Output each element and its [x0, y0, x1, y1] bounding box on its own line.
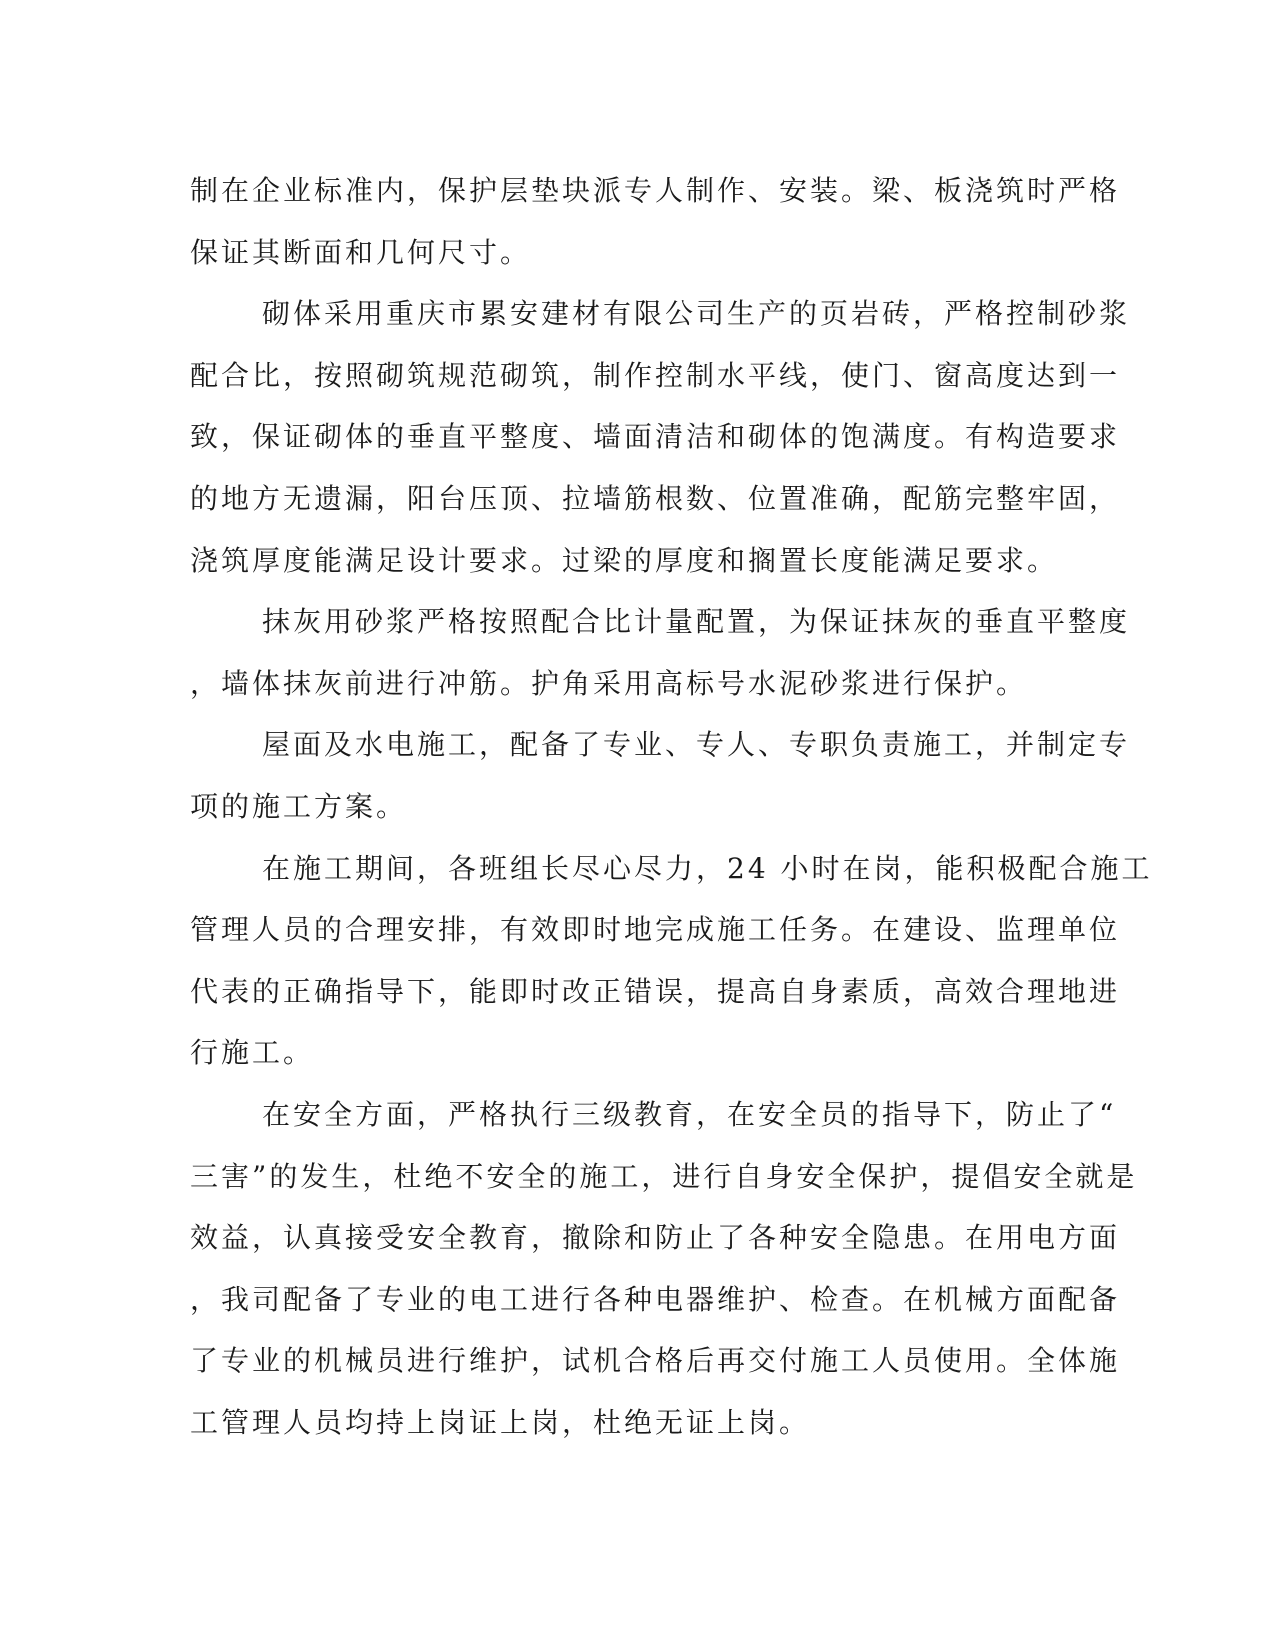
body-text [190, 160, 1153, 1453]
text-line: 效益，认真接受安全教育，撤除和防止了各种安全隐患。在用电方面 [190, 1221, 1121, 1255]
text-line: 管理人员的合理安排，有效即时地完成施工任务。在建设、监理单位 [190, 913, 1121, 947]
text-line: 抹灰用砂浆严格按照配合比计量配置，为保证抹灰的垂直平整度 [262, 605, 1131, 639]
text-line: ，墙体抹灰前进行冲筋。护角采用高标号水泥砂浆进行保护。 [190, 666, 1028, 700]
text-line: ，我司配备了专业的电工进行各种电器维护、检查。在机械方面配备 [190, 1282, 1121, 1316]
text-line: 浇筑厚度能满足设计要求。过梁的厚度和搁置长度能满足要求。 [190, 543, 1059, 577]
text-line: 三害”的发生，杜绝不安全的施工，进行自身安全保护，提倡安全就是 [190, 1159, 1138, 1193]
text-line: 屋面及水电施工，配备了专业、专人、专职负责施工，并制定专 [262, 728, 1131, 762]
text-line: 项的施工方案。 [190, 789, 408, 823]
text-line: 工管理人员均持上岗证上岗，杜绝无证上岗。 [190, 1405, 811, 1439]
text-line: 的地方无遗漏，阳台压顶、拉墙筋根数、位置准确，配筋完整牢固， [190, 481, 1121, 515]
text-line: 行施工。 [190, 1036, 315, 1070]
text-line: 保证其断面和几何尺寸。 [190, 235, 532, 269]
text-line: 代表的正确指导下，能即时改正错误，提高自身素质，高效合理地进 [190, 974, 1121, 1008]
text-line: 了专业的机械员进行维护，试机合格后再交付施工人员使用。全体施 [190, 1344, 1121, 1378]
text-line: 制在企业标准内，保护层垫块派专人制作、安装。梁、板浇筑时严格 [190, 174, 1121, 207]
text-line: 在施工期间，各班组长尽心尽力，24 小时在岗，能积极配合施工 [262, 851, 1153, 885]
text-line: 配合比，按照砌筑规范砌筑，制作控制水平线，使门、窗高度达到一 [190, 358, 1121, 392]
text-line: 砌体采用重庆市累安建材有限公司生产的页岩砖，严格控制砂浆 [262, 297, 1131, 331]
text-line: 在安全方面，严格执行三级教育，在安全员的指导下，防止了“ [262, 1097, 1117, 1131]
text-line: 致，保证砌体的垂直平整度、墙面清洁和砌体的饱满度。有构造要求 [190, 420, 1121, 454]
